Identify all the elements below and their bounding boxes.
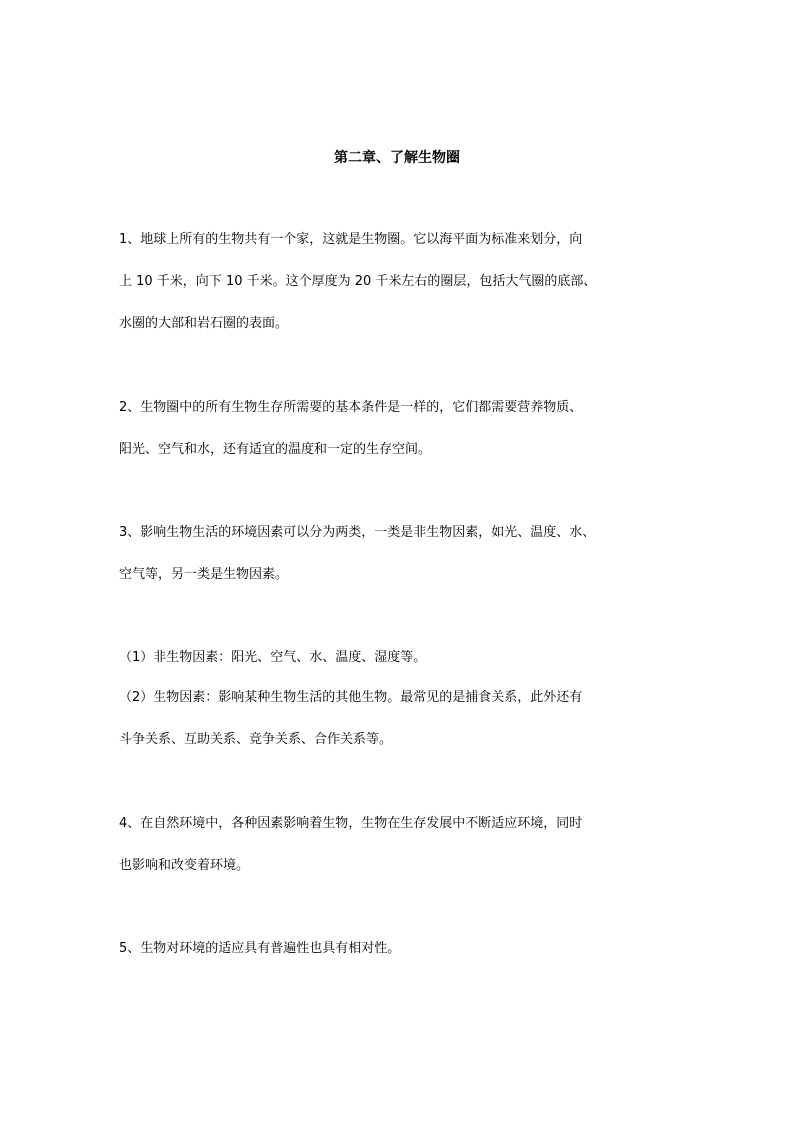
paragraph-2-line-2: 阳光、空气和水，还有适宜的温度和一定的生存空间。 xyxy=(119,442,432,457)
paragraph-1-line-3: 水圈的大部和岩石圈的表面。 xyxy=(119,316,289,331)
paragraph-4-line-1: 4、在自然环境中，各种因素影响着生物，生物在生存发展中不断适应环境，同时 xyxy=(119,816,583,831)
paragraph-1-line-2: 上 10 千米，向下 10 千米。这个厚度为 20 千米左右的圈层，包括大气圈的底部、 xyxy=(119,274,597,289)
subitem-1: （1）非生物因素：阳光、空气、水、温度、湿度等。 xyxy=(119,650,427,665)
paragraph-5-line-1: 5、生物对环境的适应具有普遍性也具有相对性。 xyxy=(119,941,401,956)
subitem-2-line-2: 斗争关系、互助关系、竞争关系、合作关系等。 xyxy=(119,732,393,747)
paragraph-3-line-2: 空气等，另一类是生物因素。 xyxy=(119,567,289,582)
paragraph-4-line-2: 也影响和改变着环境。 xyxy=(119,858,250,873)
paragraph-1-line-1: 1、地球上所有的生物共有一个家，这就是生物圈。它以海平面为标准来划分，向 xyxy=(119,232,583,247)
paragraph-2-line-1: 2、生物圈中的所有生物生存所需要的基本条件是一样的，它们都需要营养物质、 xyxy=(119,400,583,415)
paragraph-3-line-1: 3、影响生物生活的环境因素可以分为两类，一类是非生物因素，如光、温度、水、 xyxy=(119,525,596,540)
page-title: 第二章、了解生物圈 xyxy=(334,150,460,166)
subitem-2-line-1: （2）生物因素：影响某种生物生活的其他生物。最常见的是捕食关系，此外还有 xyxy=(119,690,583,705)
